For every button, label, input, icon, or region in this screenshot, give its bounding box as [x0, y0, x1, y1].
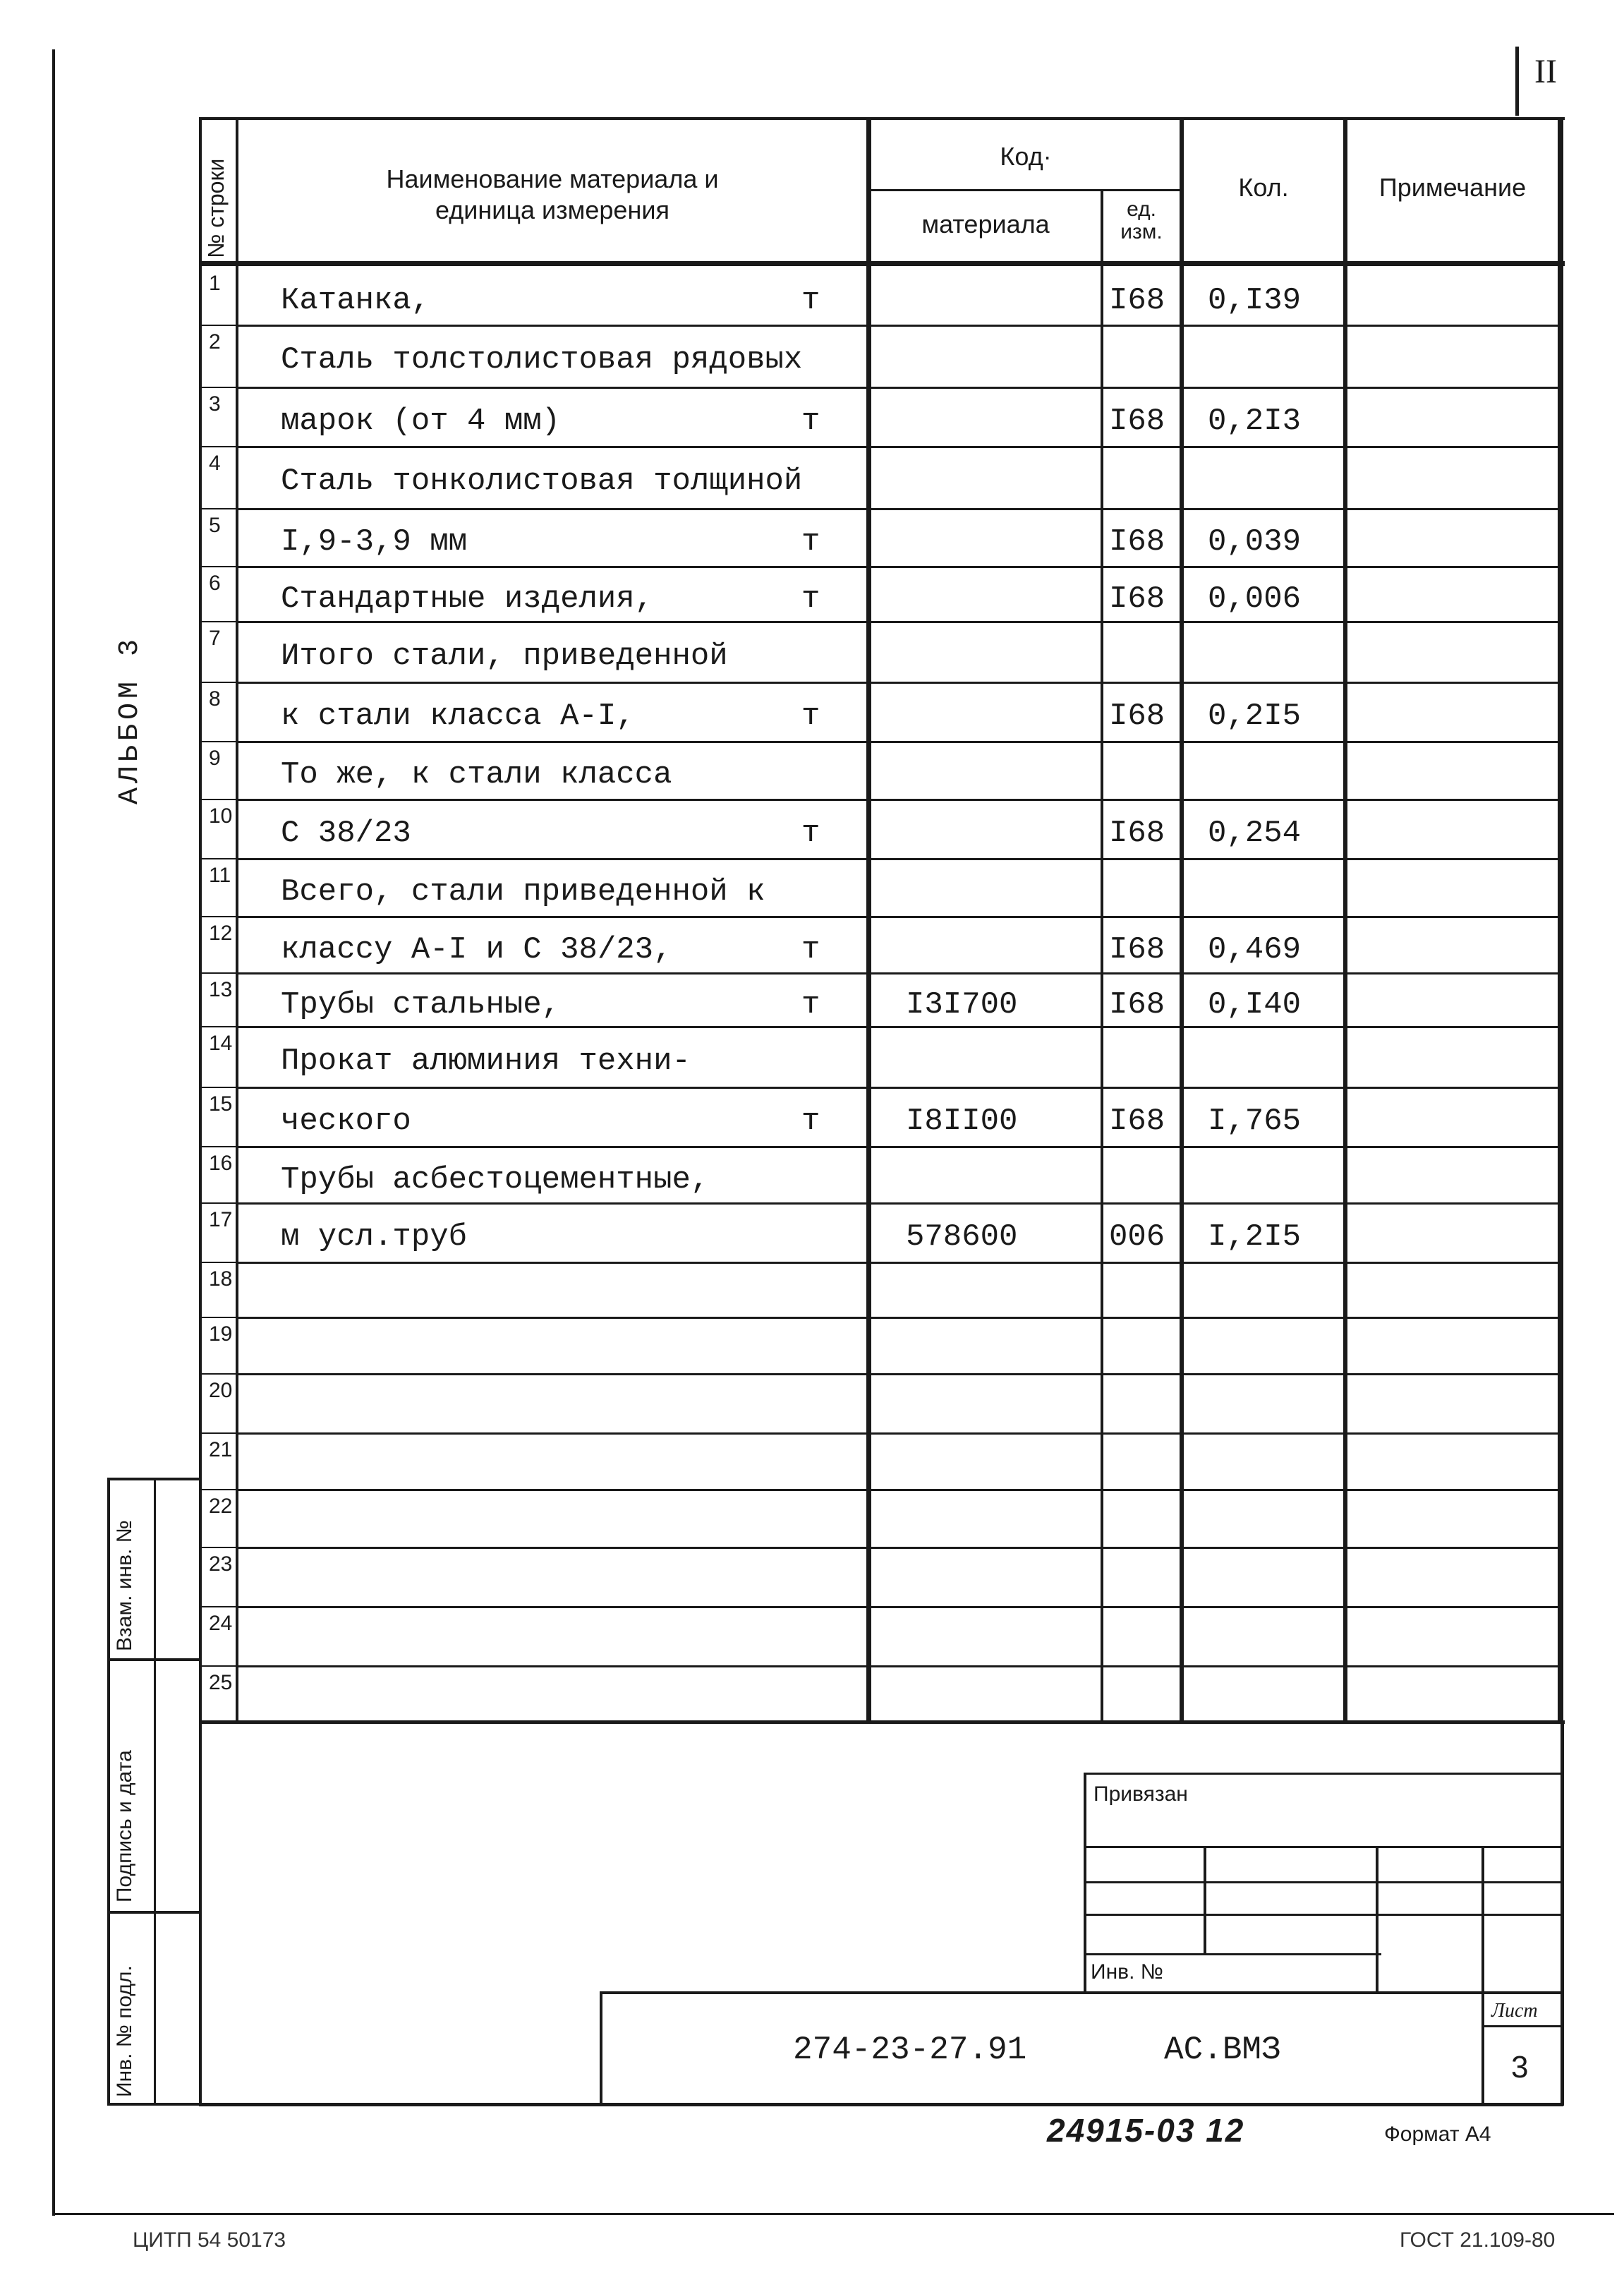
row-number: 24	[209, 1612, 233, 1635]
header-code-unit-line1: ед.	[1127, 198, 1156, 221]
row-number: 20	[209, 1379, 233, 1402]
row-separator	[236, 1547, 1562, 1549]
format-label: Формат А4	[1384, 2123, 1491, 2146]
col-line-material	[1101, 191, 1103, 1724]
title-frame-bottom	[199, 2103, 1563, 2106]
col-line-rownum	[236, 117, 238, 1724]
row-separator	[236, 1606, 1562, 1608]
bottom-left-code: ЦИТП 54 50173	[133, 2228, 286, 2252]
row-number: 13	[209, 978, 233, 1001]
row-quantity: 0,2I5	[1208, 699, 1302, 734]
code-header-divider	[866, 189, 1184, 191]
header-name-line2: единица измерения	[435, 195, 669, 224]
row-name: Итого стали, приведенной	[281, 639, 728, 674]
vzam-inv-label: Взам. инв. №	[113, 1520, 136, 1651]
doc-code: 274-23-27.91	[793, 2032, 1027, 2068]
row-number: 21	[209, 1438, 233, 1461]
row-number-separator	[199, 1606, 238, 1607]
handwritten-number: 24915-03 12	[1047, 2112, 1245, 2149]
row-number: 23	[209, 1552, 233, 1576]
row-quantity: 0,006	[1208, 581, 1302, 617]
sheet-label: Лист	[1491, 2000, 1538, 2022]
row-number: 10	[209, 804, 233, 828]
row-number-separator	[199, 1262, 238, 1263]
row-unit-code: I68	[1109, 524, 1165, 560]
page-frame-bottom	[52, 2213, 1614, 2215]
row-separator	[236, 1665, 1562, 1667]
privyazan-row3	[1084, 1914, 1562, 1916]
row-number: 5	[209, 514, 221, 537]
row-material-code: I3I700	[906, 987, 1018, 1022]
row-quantity: 0,039	[1208, 524, 1302, 560]
row-name: Трубы асбестоцементные,	[281, 1162, 710, 1197]
row-quantity: I,2I5	[1208, 1219, 1302, 1255]
header-qty: Кол.	[1238, 173, 1289, 202]
col-line-unit	[1180, 117, 1184, 1724]
row-number-separator	[199, 1202, 238, 1204]
row-number-separator	[199, 916, 238, 917]
header-note: Примечание	[1378, 173, 1527, 202]
privyazan-row2	[1084, 1881, 1562, 1883]
row-number-separator	[199, 1317, 238, 1318]
row-number-separator	[199, 1489, 238, 1490]
header-code: Код·	[1000, 142, 1052, 171]
row-separator	[236, 1317, 1562, 1319]
row-number-separator	[199, 682, 238, 683]
page-number-border	[1515, 47, 1519, 116]
row-number-separator	[199, 566, 238, 567]
privyazan-top	[1084, 1773, 1562, 1775]
inv-podl-label: Инв. № подл.	[113, 1965, 136, 2097]
row-number: 25	[209, 1671, 233, 1694]
header-bottom-border	[199, 261, 1565, 266]
row-separator	[236, 1146, 1562, 1148]
header-name-line1: Наименование материала и	[386, 164, 719, 193]
row-number-separator	[199, 508, 238, 509]
row-separator	[236, 1202, 1562, 1205]
row-number: 2	[209, 330, 221, 354]
row-unit: т	[801, 932, 820, 967]
row-number: 9	[209, 747, 221, 770]
row-number: 6	[209, 572, 221, 595]
side-stamp-left	[107, 1478, 110, 2106]
row-quantity: 0,2I3	[1208, 404, 1302, 439]
row-separator	[236, 621, 1562, 623]
col-line-name	[866, 117, 871, 1724]
row-number: 16	[209, 1152, 233, 1175]
row-quantity: 0,254	[1208, 816, 1302, 851]
row-quantity: I,765	[1208, 1104, 1302, 1139]
row-name: Сталь тонколистовая толщиной	[281, 464, 803, 499]
row-number-separator	[199, 1026, 238, 1027]
row-separator	[236, 916, 1562, 918]
row-separator	[236, 1373, 1562, 1375]
row-number-separator	[199, 1547, 238, 1548]
row-separator	[236, 1262, 1562, 1264]
row-separator	[236, 387, 1562, 389]
row-unit-code: 006	[1109, 1219, 1165, 1255]
row-separator	[236, 799, 1562, 801]
row-unit-code: I68	[1109, 1104, 1165, 1139]
row-separator	[236, 682, 1562, 684]
row-number: 18	[209, 1267, 233, 1291]
privyazan-row4	[1084, 1953, 1381, 1955]
row-number-separator	[199, 1373, 238, 1375]
privyazan-col2	[1376, 1846, 1378, 1994]
row-number: 17	[209, 1208, 233, 1231]
page-frame-left	[52, 49, 55, 2216]
sheet-label-line	[1481, 2025, 1563, 2027]
row-unit-code: I68	[1109, 987, 1165, 1022]
row-separator	[236, 972, 1562, 974]
doc-block-top	[601, 1991, 1563, 1994]
row-unit-code: I68	[1109, 581, 1165, 617]
row-name: С 38/23	[281, 816, 411, 851]
row-name: Сталь толстолистовая рядовых	[281, 342, 803, 378]
header-code-material: материала	[921, 210, 1050, 239]
row-number-separator	[199, 799, 238, 800]
row-unit: т	[801, 987, 820, 1022]
row-unit: т	[801, 283, 820, 318]
row-number-separator	[199, 1432, 238, 1434]
row-name: То же, к стали класса	[281, 757, 672, 792]
row-separator	[236, 1489, 1562, 1491]
row-unit: т	[801, 581, 820, 617]
row-quantity: 0,I39	[1208, 283, 1302, 318]
row-number-separator	[199, 741, 238, 742]
row-number-separator	[199, 325, 238, 326]
row-name: Прокат алюминия техни-	[281, 1044, 691, 1079]
row-number: 3	[209, 392, 221, 416]
row-name: м усл.труб	[281, 1219, 468, 1255]
side-stamp-div2	[107, 1911, 200, 1914]
row-number-separator	[199, 446, 238, 447]
page-number: II	[1534, 53, 1557, 90]
row-separator	[236, 741, 1562, 743]
row-number: 22	[209, 1495, 233, 1518]
doc-mark: АС.ВМЗ	[1164, 2032, 1281, 2068]
row-name: Катанка,	[281, 283, 430, 318]
title-frame-right	[1561, 1720, 1564, 2106]
table-top-border	[199, 117, 1565, 120]
row-name: Всего, стали приведенной к	[281, 874, 765, 910]
privyazan-row1	[1084, 1846, 1562, 1848]
album-label: АЛЬБОМ 3	[114, 634, 146, 804]
row-name: к стали класса А-I,	[281, 699, 635, 734]
row-unit-code: I68	[1109, 932, 1165, 967]
row-name: ческого	[281, 1104, 411, 1139]
row-unit-code: I68	[1109, 699, 1165, 734]
row-separator	[236, 508, 1562, 510]
privyazan-col1	[1204, 1846, 1206, 1953]
side-stamp-div1	[107, 1658, 200, 1661]
row-separator	[236, 858, 1562, 860]
row-unit-code: I68	[1109, 404, 1165, 439]
row-number: 12	[209, 922, 233, 945]
row-unit: т	[801, 816, 820, 851]
row-name: Стандартные изделия,	[281, 581, 654, 617]
title-frame-left	[199, 1720, 202, 2106]
row-separator	[236, 1087, 1562, 1089]
row-name: I,9-3,9 мм	[281, 524, 468, 560]
row-quantity: 0,469	[1208, 932, 1302, 967]
row-number-separator	[199, 1146, 238, 1147]
row-number: 19	[209, 1322, 233, 1346]
row-unit-code: I68	[1109, 816, 1165, 851]
row-number-separator	[199, 1087, 238, 1088]
row-name: классу А-I и С 38/23,	[281, 932, 672, 967]
col-line-right	[1558, 117, 1563, 1724]
privyazan-col3	[1481, 1846, 1484, 2104]
row-separator	[236, 446, 1562, 448]
row-number: 14	[209, 1032, 233, 1055]
row-number-separator	[199, 1665, 238, 1667]
bottom-right-gost: ГОСТ 21.109-80	[1400, 2228, 1556, 2252]
podpis-data-label: Подпись и дата	[113, 1750, 136, 1902]
row-number: 8	[209, 687, 221, 711]
side-stamp-top	[107, 1478, 200, 1480]
row-separator	[236, 566, 1562, 568]
doc-block-left	[600, 1991, 602, 2106]
row-unit: т	[801, 524, 820, 560]
inv-no-label: Инв. №	[1091, 1960, 1163, 1984]
row-number-separator	[199, 621, 238, 622]
row-number: 1	[209, 272, 221, 295]
row-number-separator	[199, 972, 238, 974]
header-row-number: № строки	[203, 158, 229, 258]
col-line-left	[199, 117, 202, 1724]
row-material-code: I8II00	[906, 1104, 1018, 1139]
row-number: 11	[209, 864, 231, 887]
col-line-qty	[1343, 117, 1347, 1724]
header-code-unit-line2: изм.	[1120, 220, 1163, 243]
row-name: Трубы стальные,	[281, 987, 561, 1022]
row-number: 15	[209, 1092, 233, 1116]
row-number: 4	[209, 452, 221, 475]
side-stamp-mid	[154, 1478, 156, 2106]
row-number-separator	[199, 387, 238, 388]
row-separator	[236, 325, 1562, 327]
table-bottom-border	[199, 1720, 1565, 1724]
side-stamp-bottom	[107, 2103, 200, 2106]
row-separator	[236, 1026, 1562, 1028]
sheet-number: 3	[1511, 2050, 1529, 2084]
privyazan-label: Привязан	[1093, 1782, 1188, 1806]
row-name: марок (от 4 мм)	[281, 404, 561, 439]
row-unit: т	[801, 1104, 820, 1139]
row-quantity: 0,I40	[1208, 987, 1302, 1022]
row-number: 7	[209, 627, 221, 650]
row-unit: т	[801, 404, 820, 439]
row-unit-code: I68	[1109, 283, 1165, 318]
row-unit: т	[801, 699, 820, 734]
row-number-separator	[199, 858, 238, 859]
row-separator	[236, 1432, 1562, 1435]
row-material-code: 578600	[906, 1219, 1018, 1255]
